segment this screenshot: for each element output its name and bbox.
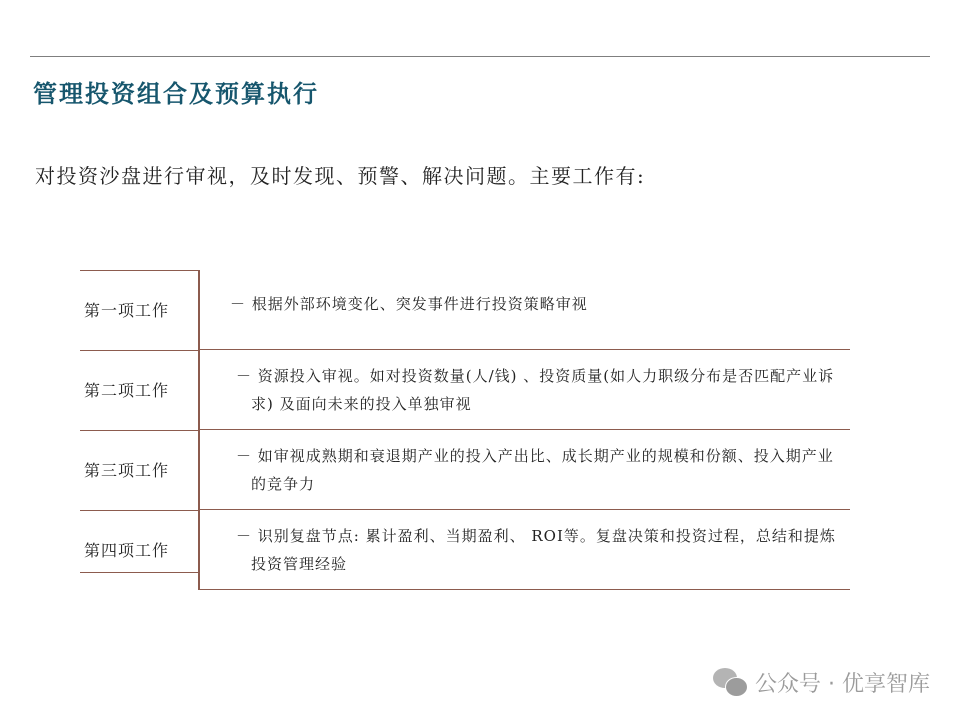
page-title: 管理投资组合及预算执行 — [33, 79, 319, 108]
work-item-label-cell — [80, 270, 200, 350]
work-item-3 — [80, 430, 850, 510]
work-item-description: － 识别复盘节点: 累计盈利、当期盈利、 ROI等。复盘决策和投资过程，总结和提炼投资管理经验 — [236, 527, 836, 573]
work-item-description-cell — [200, 430, 850, 510]
work-item-label: 第一项工作 — [84, 301, 170, 320]
work-item-description-cell — [200, 510, 850, 590]
work-item-label-cell — [80, 430, 200, 510]
work-item-label: 第二项工作 — [84, 381, 170, 400]
label-column-bottom-rule — [80, 572, 200, 573]
row-divider — [200, 589, 850, 590]
work-item-description-cell — [200, 350, 850, 430]
intro-text: 对投资沙盘进行审视，及时发现、预警、解决问题。主要工作有: — [35, 164, 646, 188]
work-item-label-cell — [80, 510, 200, 590]
work-item-description-cell — [200, 270, 850, 350]
work-item-label: 第四项工作 — [84, 541, 170, 560]
watermark — [713, 664, 930, 700]
work-item-description: － 如审视成熟期和衰退期产业的投入产出比、成长期产业的规模和份额、投入期产业的竞争力 — [236, 447, 834, 493]
work-item-description: － 资源投入审视。如对投资数量(人/钱) 、投资质量(如人力职级分布是否匹配产业诉求) 及面向未来的投入单独审视 — [236, 367, 835, 413]
work-item-label-cell — [80, 350, 200, 430]
wechat-icon — [713, 668, 747, 696]
work-item-description: － 根据外部环境变化、突发事件进行投资策略审视 — [230, 295, 588, 313]
work-item-1 — [80, 270, 850, 350]
header-divider — [30, 56, 930, 57]
watermark-text: 公众号 · 优享智库 — [755, 671, 930, 697]
work-item-label: 第三项工作 — [84, 461, 170, 480]
work-item-2 — [80, 350, 850, 430]
work-item-4 — [80, 510, 850, 590]
work-items-list — [80, 270, 850, 572]
